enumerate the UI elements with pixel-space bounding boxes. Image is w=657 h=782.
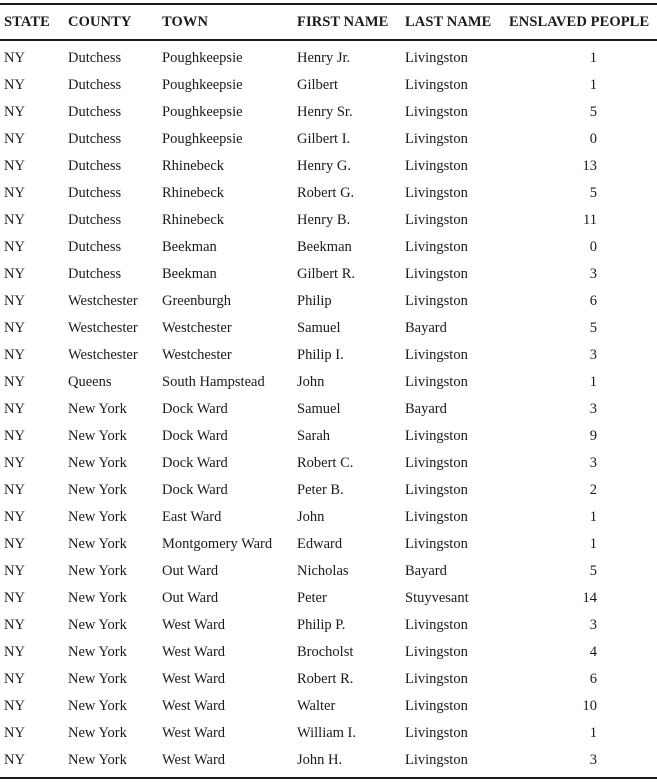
cell-first-name: John (297, 374, 325, 390)
cell-last-name: Bayard (405, 563, 447, 579)
table-row (0, 342, 657, 369)
cell-first-name: Peter B. (297, 482, 344, 498)
cell-county: Dutchess (68, 239, 122, 255)
table-row (0, 288, 657, 315)
cell-last-name: Bayard (405, 401, 447, 417)
cell-enslaved-people: 2 (589, 482, 597, 498)
cell-enslaved-people: 0 (589, 239, 597, 255)
cell-state: NY (4, 77, 25, 93)
cell-last-name: Livingston (405, 725, 468, 741)
cell-state: NY (4, 131, 25, 147)
cell-last-name: Livingston (405, 374, 468, 390)
cell-town: Poughkeepsie (162, 50, 243, 66)
table-row (0, 531, 657, 558)
cell-county: Dutchess (68, 158, 122, 174)
cell-enslaved-people: 14 (582, 590, 597, 606)
cell-first-name: Philip P. (297, 617, 346, 633)
cell-last-name: Livingston (405, 482, 468, 498)
cell-first-name: Robert G. (297, 185, 355, 201)
cell-state: NY (4, 509, 25, 525)
table-row (0, 693, 657, 720)
cell-town: Poughkeepsie (162, 131, 243, 147)
cell-enslaved-people: 5 (589, 563, 597, 579)
table-row (0, 666, 657, 693)
cell-county: New York (68, 644, 127, 660)
header-town: TOWN (162, 13, 209, 30)
header-enslaved-people: ENSLAVED PEOPLE (509, 13, 650, 30)
cell-first-name: Edward (297, 536, 343, 552)
cell-last-name: Livingston (405, 293, 468, 309)
cell-enslaved-people: 6 (589, 671, 597, 687)
cell-last-name: Livingston (405, 644, 468, 660)
cell-county: New York (68, 671, 127, 687)
table-row (0, 40, 657, 72)
cell-enslaved-people: 1 (589, 77, 597, 93)
cell-state: NY (4, 563, 25, 579)
cell-last-name: Livingston (405, 347, 468, 363)
table-row (0, 234, 657, 261)
cell-county: New York (68, 455, 127, 471)
cell-last-name: Stuyvesant (405, 590, 469, 606)
cell-enslaved-people: 10 (582, 698, 597, 714)
cell-town: East Ward (162, 509, 222, 525)
cell-state: NY (4, 104, 25, 120)
cell-county: New York (68, 617, 127, 633)
cell-town: Out Ward (162, 563, 219, 579)
cell-town: Dock Ward (162, 455, 228, 471)
cell-last-name: Bayard (405, 320, 447, 336)
cell-state: NY (4, 374, 25, 390)
table-row (0, 639, 657, 666)
cell-state: NY (4, 617, 25, 633)
cell-state: NY (4, 239, 25, 255)
cell-first-name: Robert R. (297, 671, 354, 687)
table-row (0, 585, 657, 612)
table-row (0, 180, 657, 207)
cell-last-name: Livingston (405, 50, 468, 66)
cell-last-name: Livingston (405, 509, 468, 525)
cell-town: Rhinebeck (162, 185, 225, 201)
cell-county: Dutchess (68, 131, 122, 147)
cell-town: West Ward (162, 671, 226, 687)
cell-county: New York (68, 563, 127, 579)
cell-state: NY (4, 185, 25, 201)
cell-first-name: Gilbert (297, 77, 339, 93)
table-row (0, 558, 657, 585)
cell-state: NY (4, 644, 25, 660)
cell-town: Greenburgh (162, 293, 231, 309)
table-row (0, 720, 657, 747)
header-state: STATE (4, 13, 50, 30)
cell-state: NY (4, 671, 25, 687)
cell-enslaved-people: 1 (589, 50, 597, 66)
header-last-name: LAST NAME (405, 13, 492, 30)
cell-county: Queens (68, 374, 112, 390)
cell-town: West Ward (162, 752, 226, 768)
cell-state: NY (4, 536, 25, 552)
cell-county: Westchester (68, 320, 138, 336)
cell-enslaved-people: 6 (589, 293, 597, 309)
cell-town: Dock Ward (162, 401, 228, 417)
cell-county: New York (68, 698, 127, 714)
cell-first-name: Samuel (297, 401, 341, 417)
cell-town: West Ward (162, 725, 226, 741)
cell-state: NY (4, 347, 25, 363)
cell-last-name: Livingston (405, 536, 468, 552)
cell-county: Dutchess (68, 266, 122, 282)
cell-first-name: Henry Sr. (297, 104, 353, 120)
cell-first-name: Beekman (297, 239, 352, 255)
cell-last-name: Livingston (405, 158, 468, 174)
cell-first-name: Henry G. (297, 158, 351, 174)
cell-state: NY (4, 158, 25, 174)
cell-enslaved-people: 3 (589, 266, 597, 282)
table-row (0, 99, 657, 126)
cell-town: Westchester (162, 320, 232, 336)
cell-last-name: Livingston (405, 212, 468, 228)
cell-county: Dutchess (68, 104, 122, 120)
cell-county: New York (68, 428, 127, 444)
cell-county: Westchester (68, 293, 138, 309)
cell-town: Rhinebeck (162, 212, 225, 228)
cell-first-name: Nicholas (297, 563, 349, 579)
table-header (0, 4, 657, 40)
cell-first-name: Samuel (297, 320, 341, 336)
cell-first-name: Philip I. (297, 347, 344, 363)
cell-enslaved-people: 4 (589, 644, 597, 660)
cell-enslaved-people: 5 (589, 104, 597, 120)
cell-last-name: Livingston (405, 428, 468, 444)
cell-county: Dutchess (68, 212, 122, 228)
cell-first-name: Sarah (297, 428, 331, 444)
cell-town: Out Ward (162, 590, 219, 606)
cell-last-name: Livingston (405, 455, 468, 471)
cell-first-name: Peter (297, 590, 327, 606)
cell-enslaved-people: 5 (589, 320, 597, 336)
cell-town: South Hampstead (162, 374, 265, 390)
table-row (0, 315, 657, 342)
table-body (0, 40, 657, 778)
cell-state: NY (4, 752, 25, 768)
cell-last-name: Livingston (405, 77, 468, 93)
cell-county: Dutchess (68, 185, 122, 201)
header-county: COUNTY (68, 13, 132, 30)
table-row (0, 396, 657, 423)
table-row (0, 747, 657, 778)
cell-town: Montgomery Ward (162, 536, 273, 552)
cell-last-name: Livingston (405, 671, 468, 687)
cell-state: NY (4, 212, 25, 228)
cell-enslaved-people: 1 (589, 725, 597, 741)
table-row (0, 369, 657, 396)
cell-first-name: Robert C. (297, 455, 354, 471)
cell-town: West Ward (162, 644, 226, 660)
cell-first-name: Henry B. (297, 212, 351, 228)
cell-enslaved-people: 3 (589, 455, 597, 471)
cell-town: Poughkeepsie (162, 77, 243, 93)
cell-enslaved-people: 11 (583, 212, 597, 228)
cell-town: Rhinebeck (162, 158, 225, 174)
cell-last-name: Livingston (405, 185, 468, 201)
table-row (0, 261, 657, 288)
cell-first-name: John (297, 509, 325, 525)
enslaved-people-table (0, 3, 657, 779)
cell-county: New York (68, 401, 127, 417)
cell-first-name: Brocholst (297, 644, 354, 660)
cell-town: West Ward (162, 617, 226, 633)
cell-state: NY (4, 590, 25, 606)
cell-county: Dutchess (68, 50, 122, 66)
table-row (0, 423, 657, 450)
cell-county: Dutchess (68, 77, 122, 93)
cell-state: NY (4, 455, 25, 471)
table-row (0, 612, 657, 639)
cell-first-name: Gilbert R. (297, 266, 355, 282)
table-row (0, 207, 657, 234)
cell-enslaved-people: 3 (589, 617, 597, 633)
cell-last-name: Livingston (405, 239, 468, 255)
cell-state: NY (4, 266, 25, 282)
cell-county: New York (68, 482, 127, 498)
cell-state: NY (4, 50, 25, 66)
table-row (0, 153, 657, 180)
cell-enslaved-people: 3 (589, 401, 597, 417)
cell-state: NY (4, 320, 25, 336)
cell-county: New York (68, 590, 127, 606)
cell-town: Dock Ward (162, 428, 228, 444)
cell-enslaved-people: 1 (589, 374, 597, 390)
cell-first-name: Philip (297, 293, 332, 309)
cell-town: Beekman (162, 239, 217, 255)
cell-town: West Ward (162, 698, 226, 714)
cell-last-name: Livingston (405, 617, 468, 633)
cell-last-name: Livingston (405, 131, 468, 147)
cell-state: NY (4, 698, 25, 714)
cell-town: Dock Ward (162, 482, 228, 498)
cell-last-name: Livingston (405, 266, 468, 282)
cell-first-name: Henry Jr. (297, 50, 351, 66)
header-row (0, 4, 657, 40)
table-row (0, 72, 657, 99)
cell-town: Poughkeepsie (162, 104, 243, 120)
cell-town: Westchester (162, 347, 232, 363)
table-row (0, 126, 657, 153)
cell-last-name: Livingston (405, 752, 468, 768)
cell-county: New York (68, 752, 127, 768)
cell-first-name: John H. (297, 752, 343, 768)
cell-state: NY (4, 482, 25, 498)
table-row (0, 450, 657, 477)
cell-enslaved-people: 3 (589, 347, 597, 363)
cell-enslaved-people: 13 (582, 158, 597, 174)
table-row (0, 504, 657, 531)
header-first-name: FIRST NAME (297, 13, 389, 30)
cell-county: New York (68, 509, 127, 525)
cell-enslaved-people: 1 (589, 509, 597, 525)
cell-state: NY (4, 293, 25, 309)
cell-enslaved-people: 9 (589, 428, 597, 444)
cell-enslaved-people: 0 (589, 131, 597, 147)
cell-last-name: Livingston (405, 104, 468, 120)
cell-state: NY (4, 725, 25, 741)
cell-county: New York (68, 725, 127, 741)
cell-county: Westchester (68, 347, 138, 363)
cell-state: NY (4, 428, 25, 444)
cell-enslaved-people: 3 (589, 752, 597, 768)
table-row (0, 477, 657, 504)
cell-enslaved-people: 1 (589, 536, 597, 552)
cell-last-name: Livingston (405, 698, 468, 714)
cell-county: New York (68, 536, 127, 552)
cell-state: NY (4, 401, 25, 417)
cell-enslaved-people: 5 (589, 185, 597, 201)
cell-town: Beekman (162, 266, 217, 282)
cell-first-name: Walter (297, 698, 336, 714)
cell-first-name: Gilbert I. (297, 131, 351, 147)
cell-first-name: William I. (297, 725, 357, 741)
